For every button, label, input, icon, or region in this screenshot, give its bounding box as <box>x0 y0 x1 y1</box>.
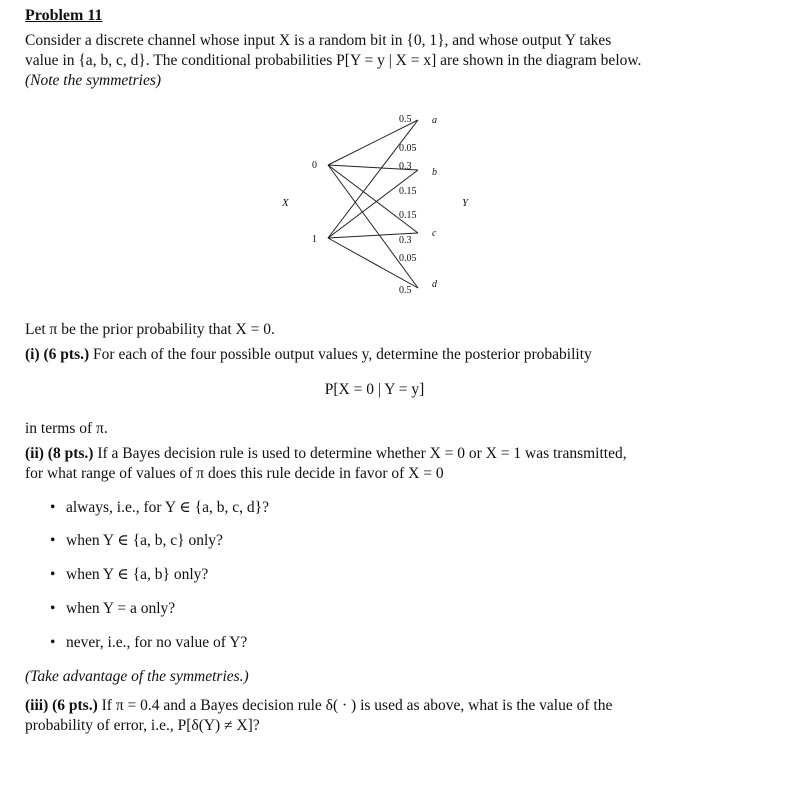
list-item: • never, i.e., for no value of Y? <box>50 634 248 651</box>
intro-note: (Note the symmetries) <box>25 72 162 89</box>
part-iii-line1: If π = 0.4 and a Bayes decision rule δ( · ) is used as above, what is the value of the <box>101 697 613 714</box>
symmetry-note: (Take advantage of the symmetries.) <box>25 668 249 685</box>
intro-line-1: Consider a discrete channel whose input X is a random bit in {0, 1}, and whose output Y takes <box>25 32 612 49</box>
edge-1-d <box>328 238 418 288</box>
output-node-c: c <box>432 228 437 239</box>
edge-label-7: 0.5 <box>399 285 412 296</box>
edge-0-c <box>328 165 418 233</box>
part-iii <box>25 696 745 716</box>
posterior-equation: P[X = 0 | Y = y] <box>324 381 425 398</box>
output-variable-label: Y <box>462 197 469 209</box>
edge-label-3: 0.15 <box>399 186 417 197</box>
output-node-d: d <box>432 279 437 290</box>
part-iii-heading: (iii) (6 pts.) <box>25 697 98 714</box>
output-node-a: a <box>432 115 437 126</box>
part-ii-line2: for what range of values of π does this rule decide in favor of X = 0 <box>25 465 444 482</box>
part-i <box>25 345 745 365</box>
edge-label-2: 0.3 <box>399 161 412 172</box>
part-i-text: For each of the four possible output values y, determine the posterior probability <box>93 346 592 363</box>
edge-1-b <box>328 170 418 238</box>
list-item: • when Y ∈ {a, b} only? <box>50 566 209 583</box>
problem-title: Problem 11 <box>25 7 103 24</box>
part-i-tail: in terms of π. <box>25 420 108 437</box>
edge-1-a <box>328 120 418 238</box>
edge-label-0: 0.5 <box>399 114 412 125</box>
list-item: • when Y ∈ {a, b, c} only? <box>50 532 223 549</box>
part-i-heading: (i) (6 pts.) <box>25 346 90 363</box>
part-ii-line1: If a Bayes decision rule is used to determine whether X = 0 or X = 1 was transmitted, <box>97 445 627 462</box>
edge-label-1: 0.05 <box>399 143 417 154</box>
output-node-b: b <box>432 167 437 178</box>
edge-label-6: 0.05 <box>399 253 417 264</box>
prior-definition: Let π be the prior probability that X = 0. <box>25 321 275 338</box>
list-item: • when Y = a only? <box>50 600 176 617</box>
part-ii <box>25 444 745 464</box>
intro-line-2: value in {a, b, c, d}. The conditional probabilities P[Y = y | X = x] are shown in the diagram below. <box>25 52 642 69</box>
input-node-0: 0 <box>312 160 317 171</box>
edge-label-5: 0.3 <box>399 235 412 246</box>
part-ii-heading: (ii) (8 pts.) <box>25 445 94 462</box>
edge-0-a <box>328 120 418 165</box>
part-iii-line2: probability of error, i.e., P[δ(Y) ≠ X]? <box>25 717 260 734</box>
input-node-1: 1 <box>312 234 317 245</box>
input-variable-label: X <box>282 197 289 209</box>
edge-1-c <box>328 233 418 238</box>
list-item: • always, i.e., for Y ∈ {a, b, c, d}? <box>50 499 269 516</box>
edge-0-d <box>328 165 418 288</box>
edge-label-4: 0.15 <box>399 210 417 221</box>
edge-0-b <box>328 165 418 170</box>
